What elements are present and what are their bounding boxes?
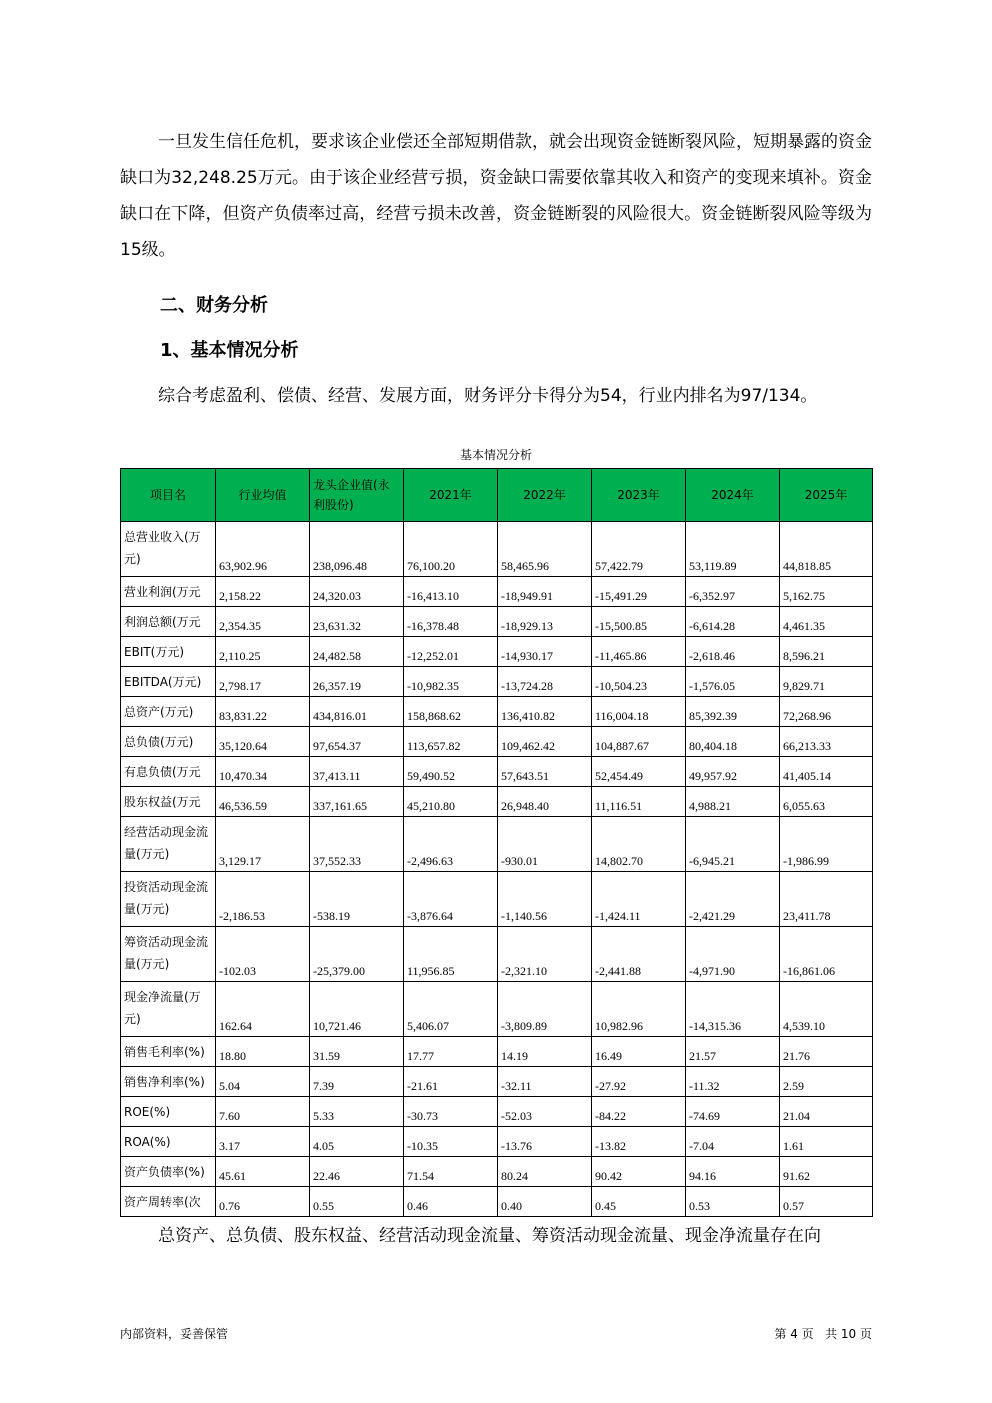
table-caption: 基本情况分析	[459, 448, 532, 462]
table-cell: 76,100.20	[404, 522, 498, 577]
table-cell: 4,461.35	[780, 607, 873, 637]
row-label: 总资产(万元)	[121, 697, 216, 727]
table-cell: -102.03	[216, 927, 310, 982]
table-cell: -1,140.56	[498, 872, 592, 927]
table-cell: 31.59	[310, 1037, 404, 1067]
table-row	[121, 1187, 873, 1217]
table-cell: 8,596.21	[780, 637, 873, 667]
table-cell: -21.61	[404, 1067, 498, 1097]
section-heading: 二、财务分析	[160, 295, 268, 316]
row-label: 利润总额(万元	[121, 607, 216, 637]
header-cell: 项目名	[121, 469, 216, 522]
table-cell: -2,618.46	[686, 637, 780, 667]
footer-page-number: 第 4 页 共 10 页	[774, 1327, 872, 1341]
table-cell: 0.45	[592, 1187, 686, 1217]
row-label: 有息负债(万元	[121, 757, 216, 787]
table-cell: -11.32	[686, 1067, 780, 1097]
table-cell: -2,441.88	[592, 927, 686, 982]
table-cell: 53,119.89	[686, 522, 780, 577]
row-label: ROE(%)	[121, 1097, 216, 1127]
table-row	[121, 1067, 873, 1097]
table-cell: 11,956.85	[404, 927, 498, 982]
table-cell: -16,861.06	[780, 927, 873, 982]
table-cell: 23,631.32	[310, 607, 404, 637]
header-cell: 2023年	[592, 469, 686, 522]
table-cell: 6,055.63	[780, 787, 873, 817]
table-cell: 17.77	[404, 1037, 498, 1067]
table-cell: 80.24	[498, 1157, 592, 1187]
table-cell: 116,004.18	[592, 697, 686, 727]
table-cell: 83,831.22	[216, 697, 310, 727]
table-cell: 136,410.82	[498, 697, 592, 727]
table-cell: 2.59	[780, 1067, 873, 1097]
table-row	[121, 1157, 873, 1187]
table-cell: 4,539.10	[780, 982, 873, 1037]
table-cell: 7.39	[310, 1067, 404, 1097]
table-row	[121, 577, 873, 607]
table-row	[121, 757, 873, 787]
paragraph-trend-text: 总资产、总负债、股东权益、经营活动现金流量、筹资活动现金流量、现金净流量存在向	[158, 1226, 821, 1246]
table-row	[121, 787, 873, 817]
table-cell: -10,504.23	[592, 667, 686, 697]
table-body	[121, 522, 873, 1217]
table-cell: 21.76	[780, 1037, 873, 1067]
table-cell: 37,552.33	[310, 817, 404, 872]
table-row	[121, 637, 873, 667]
table-cell: 35,120.64	[216, 727, 310, 757]
table-cell: -15,500.85	[592, 607, 686, 637]
table-cell: 2,158.22	[216, 577, 310, 607]
table-cell: 45.61	[216, 1157, 310, 1187]
table-header-row	[121, 469, 873, 522]
table-cell: 0.57	[780, 1187, 873, 1217]
table-cell: 10,721.46	[310, 982, 404, 1037]
table-cell: 3.17	[216, 1127, 310, 1157]
table-row	[121, 817, 873, 872]
table-cell: 16.49	[592, 1037, 686, 1067]
row-label: 现金净流量(万元)	[121, 982, 216, 1037]
table-cell: -2,496.63	[404, 817, 498, 872]
table-cell: 24,320.03	[310, 577, 404, 607]
table-cell: -4,971.90	[686, 927, 780, 982]
table-cell: 18.80	[216, 1037, 310, 1067]
table-cell: 37,413.11	[310, 757, 404, 787]
table-cell: 337,161.65	[310, 787, 404, 817]
table-cell: 0.55	[310, 1187, 404, 1217]
subsection-heading: 1、基本情况分析	[160, 340, 299, 361]
row-label: 筹资活动现金流量(万元)	[121, 927, 216, 982]
table-cell: 11,116.51	[592, 787, 686, 817]
table-cell: 109,462.42	[498, 727, 592, 757]
footer-left: 内部资料，妥善保管	[120, 1327, 229, 1341]
table-cell: 2,110.25	[216, 637, 310, 667]
row-label: 股东权益(万元	[121, 787, 216, 817]
table-cell: -18,949.91	[498, 577, 592, 607]
table-cell: 2,798.17	[216, 667, 310, 697]
table-cell: 58,465.96	[498, 522, 592, 577]
table-cell: -25,379.00	[310, 927, 404, 982]
table-cell: -30.73	[404, 1097, 498, 1127]
table-cell: -84.22	[592, 1097, 686, 1127]
table-cell: -15,491.29	[592, 577, 686, 607]
table-cell: 4.05	[310, 1127, 404, 1157]
table-cell: 0.53	[686, 1187, 780, 1217]
table-row	[121, 667, 873, 697]
table-cell: 97,654.37	[310, 727, 404, 757]
row-label: 销售净利率(%)	[121, 1067, 216, 1097]
table-cell: 94.16	[686, 1157, 780, 1187]
table-cell: 85,392.39	[686, 697, 780, 727]
table-cell: 59,490.52	[404, 757, 498, 787]
table-row	[121, 872, 873, 927]
table-cell: 49,957.92	[686, 757, 780, 787]
table-cell: 113,657.82	[404, 727, 498, 757]
table-row	[121, 1097, 873, 1127]
row-label: ROA(%)	[121, 1127, 216, 1157]
table-cell: 63,902.96	[216, 522, 310, 577]
table-cell: 7.60	[216, 1097, 310, 1127]
table-cell: 5.33	[310, 1097, 404, 1127]
row-label: EBIT(万元)	[121, 637, 216, 667]
table-cell: -32.11	[498, 1067, 592, 1097]
table-row	[121, 927, 873, 982]
table-cell: 162.64	[216, 982, 310, 1037]
header-cell: 2022年	[498, 469, 592, 522]
table-cell: 22.46	[310, 1157, 404, 1187]
table-cell: 26,948.40	[498, 787, 592, 817]
table-cell: 21.04	[780, 1097, 873, 1127]
table-row	[121, 727, 873, 757]
table-cell: 80,404.18	[686, 727, 780, 757]
table-cell: 41,405.14	[780, 757, 873, 787]
table-cell: -6,945.21	[686, 817, 780, 872]
table-cell: 23,411.78	[780, 872, 873, 927]
row-label: 销售毛利率(%)	[121, 1037, 216, 1067]
table-cell: 158,868.62	[404, 697, 498, 727]
table-cell: -12,252.01	[404, 637, 498, 667]
row-label: 资产负债率(%)	[121, 1157, 216, 1187]
table-row	[121, 607, 873, 637]
table-cell: 52,454.49	[592, 757, 686, 787]
table-cell: 5.04	[216, 1067, 310, 1097]
table-cell: 3,129.17	[216, 817, 310, 872]
table-cell: 0.40	[498, 1187, 592, 1217]
table-cell: -14,930.17	[498, 637, 592, 667]
table-cell: -538.19	[310, 872, 404, 927]
header-cell: 2024年	[686, 469, 780, 522]
row-label: 总营业收入(万元)	[121, 522, 216, 577]
table-cell: 1.61	[780, 1127, 873, 1157]
row-label: 投资活动现金流量(万元)	[121, 872, 216, 927]
row-label: 资产周转率(次	[121, 1187, 216, 1217]
table-row	[121, 697, 873, 727]
table-cell: -14,315.36	[686, 982, 780, 1037]
table-cell: 14,802.70	[592, 817, 686, 872]
table-row	[121, 1127, 873, 1157]
table-cell: 10,982.96	[592, 982, 686, 1037]
table-cell: -10,982.35	[404, 667, 498, 697]
table-cell: 9,829.71	[780, 667, 873, 697]
table-cell: -3,876.64	[404, 872, 498, 927]
header-cell: 2025年	[780, 469, 873, 522]
row-label: 营业利润(万元	[121, 577, 216, 607]
table-cell: -13.82	[592, 1127, 686, 1157]
table-cell: 24,482.58	[310, 637, 404, 667]
table-cell: 2,354.35	[216, 607, 310, 637]
table-cell: -3,809.89	[498, 982, 592, 1037]
table-cell: -2,421.29	[686, 872, 780, 927]
table-cell: 72,268.96	[780, 697, 873, 727]
table-cell: -10.35	[404, 1127, 498, 1157]
table-cell: 71.54	[404, 1157, 498, 1187]
table-cell: -18,929.13	[498, 607, 592, 637]
header-cell: 行业均值	[216, 469, 310, 522]
table-cell: 5,406.07	[404, 982, 498, 1037]
table-cell: -74.69	[686, 1097, 780, 1127]
paragraph-trend	[120, 1218, 872, 1254]
table-cell: 46,536.59	[216, 787, 310, 817]
table-row	[121, 522, 873, 577]
table-cell: -13,724.28	[498, 667, 592, 697]
table-cell: -52.03	[498, 1097, 592, 1127]
table-cell: 4,988.21	[686, 787, 780, 817]
table-cell: -1,986.99	[780, 817, 873, 872]
table-cell: -13.76	[498, 1127, 592, 1157]
table-cell: 57,422.79	[592, 522, 686, 577]
table-cell: 44,818.85	[780, 522, 873, 577]
table-cell: 238,096.48	[310, 522, 404, 577]
table-cell: -1,424.11	[592, 872, 686, 927]
table-cell: 0.46	[404, 1187, 498, 1217]
table-cell: 90.42	[592, 1157, 686, 1187]
table-cell: 45,210.80	[404, 787, 498, 817]
header-cell: 龙头企业值(永利股份)	[310, 469, 404, 522]
paragraph-score	[120, 378, 872, 414]
paragraph-risk-text: 一旦发生信任危机，要求该企业偿还全部短期借款，就会出现资金链断裂风险，短期暴露的资金缺口为32,248.25万元。由于该企业经营亏损，资金缺口需要依靠其收入和资产的变现来填补。资金缺口在下降，但资产负债率过高，经营亏损未改善，资金链断裂的风险很大。资金链断裂风险等级为15级。	[120, 132, 872, 260]
row-label: EBITDA(万元)	[121, 667, 216, 697]
table-cell: -6,352.97	[686, 577, 780, 607]
table-cell: -16,413.10	[404, 577, 498, 607]
table-cell: -6,614.28	[686, 607, 780, 637]
table-cell: -930.01	[498, 817, 592, 872]
header-cell: 2021年	[404, 469, 498, 522]
row-label: 经营活动现金流量(万元)	[121, 817, 216, 872]
table-cell: 14.19	[498, 1037, 592, 1067]
table-cell: 57,643.51	[498, 757, 592, 787]
table-cell: -11,465.86	[592, 637, 686, 667]
table-cell: -16,378.48	[404, 607, 498, 637]
table-cell: 0.76	[216, 1187, 310, 1217]
table-cell: -27.92	[592, 1067, 686, 1097]
table-cell: 10,470.34	[216, 757, 310, 787]
table-cell: 66,213.33	[780, 727, 873, 757]
table-cell: -1,576.05	[686, 667, 780, 697]
financial-table	[120, 468, 873, 1217]
row-label: 总负债(万元)	[121, 727, 216, 757]
table-cell: 5,162.75	[780, 577, 873, 607]
table-cell: -2,186.53	[216, 872, 310, 927]
paragraph-score-text: 综合考虑盈利、偿债、经营、发展方面，财务评分卡得分为54，行业内排名为97/134。	[158, 386, 818, 406]
table-cell: 434,816.01	[310, 697, 404, 727]
table-cell: 91.62	[780, 1157, 873, 1187]
paragraph-risk	[120, 124, 872, 268]
table-cell: -7.04	[686, 1127, 780, 1157]
table-row	[121, 1037, 873, 1067]
table-cell: 26,357.19	[310, 667, 404, 697]
table-cell: 104,887.67	[592, 727, 686, 757]
table-row	[121, 982, 873, 1037]
table-cell: 21.57	[686, 1037, 780, 1067]
table-cell: -2,321.10	[498, 927, 592, 982]
